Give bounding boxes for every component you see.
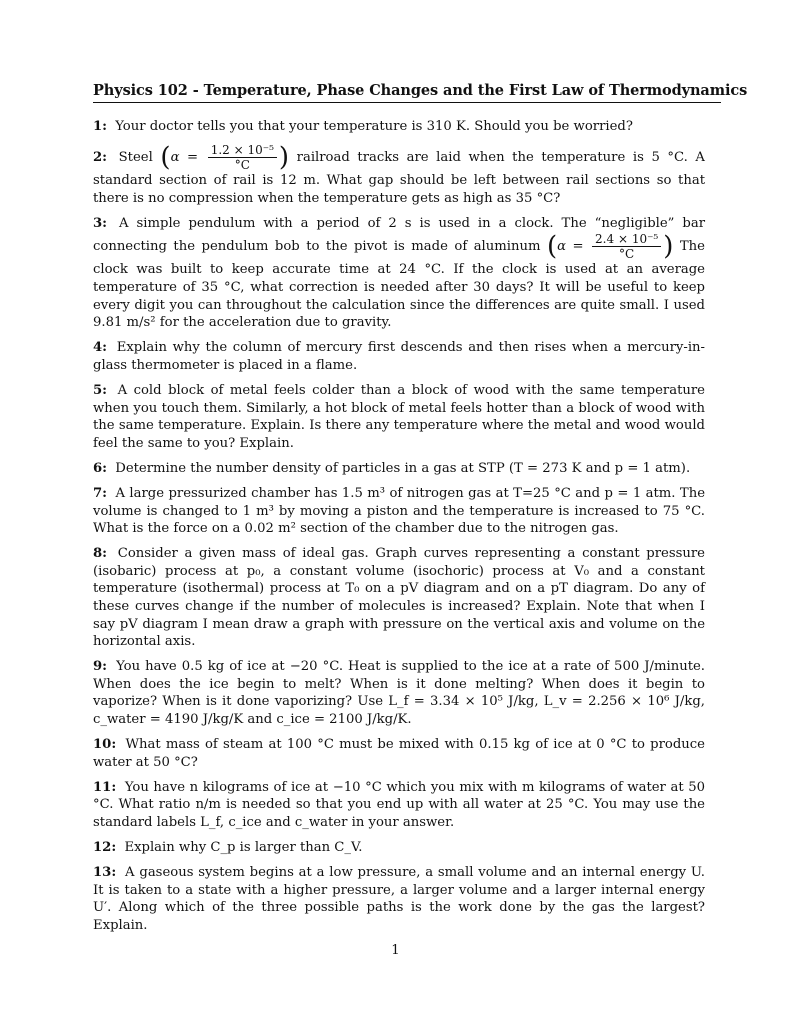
problem-3 — [93, 215, 705, 332]
problem-text: A gaseous system begins at a low pressure, a small volume and an internal energy U. It is taken to a state with a higher pressure, a larger volume and a larger internal energy U′. Along which of the three possible paths is the work done by the gas the largest? Explain. — [93, 865, 705, 933]
problem-number: 6: — [93, 460, 108, 476]
right-paren: ) — [278, 142, 290, 173]
expansion-coefficient-fraction — [592, 232, 661, 261]
problem-number: 13: — [93, 865, 117, 881]
problem-4 — [93, 339, 705, 374]
problem-number: 10: — [93, 737, 117, 753]
problem-12 — [93, 839, 705, 857]
problem-1 — [93, 118, 705, 136]
fraction-numerator: 2.4 × 10⁻⁵ — [592, 232, 661, 247]
problem-number: 8: — [93, 546, 108, 562]
problem-10 — [93, 736, 705, 771]
problem-text: You have n kilograms of ice at −10 °C which you mix with m kilograms of water at 50 °C. What ratio n/m is needed so that you end up with all water at 25 °C. You may use the standard labels L_f, c_ice and c_water in your answer. — [93, 779, 705, 830]
problem-number: 5: — [93, 382, 108, 398]
problem-8 — [93, 545, 705, 651]
left-paren: ( — [160, 142, 171, 173]
problem-number: 11: — [93, 779, 117, 795]
alpha-symbol: α = — [170, 150, 199, 166]
right-paren: ) — [663, 231, 674, 262]
problem-text: A cold block of metal feels colder than a block of wood with the same temperature when you touch them. Similarly, a hot block of metal feels hotter than a block of wood with the same temperature. Explain. Is there any temperature where the metal and wood would feel the same to you? Explain. — [93, 382, 705, 451]
problem-pre-text: Steel — [118, 150, 153, 166]
problem-text: Consider a given mass of ideal gas. Graph curves representing a constant pressure (isobaric) process at p₀, a constant volume (isochoric) process at V₀ and a constant temperature (isothermal) process at T₀ on a pV diagram and on a pT diagram. Do any of these curves change if the number of molecules is increased? Explain. Note that when I say pV diagram I mean draw a graph with pressure on the vertical axis and volume on the horizontal axis. — [93, 546, 705, 650]
left-paren: ( — [546, 231, 558, 262]
problem-9 — [93, 658, 705, 728]
fraction-numerator: 1.2 × 10⁻⁵ — [208, 143, 277, 158]
problem-text: Explain why the column of mercury first descends and then rises when a mercury-in-glass thermometer is placed in a flame. — [93, 340, 705, 373]
problem-number: 12: — [93, 840, 117, 856]
problem-number: 4: — [93, 340, 108, 356]
problem-number: 7: — [93, 485, 108, 501]
problem-5 — [93, 382, 705, 452]
fraction-denominator: °C — [619, 247, 635, 262]
problem-text: The clock was built to keep accurate time at 24 °C. If the clock is used at an average temperature of 35 °C, what correction is needed after 30 days? It will be useful to keep every digit you can throughout the calculation since the differences are quite small. I used 9.81 m/s² for the acceleration due to gravity. — [93, 239, 705, 331]
problem-text: railroad tracks are laid when the temperature is 5 °C. A standard section of rail is 12 m. What gap should be left between rail sections so that there is no compression when the temperature gets as high as 35 °C? — [93, 150, 705, 206]
problem-number: 2: — [93, 150, 108, 166]
problem-list — [93, 118, 705, 942]
fraction-denominator: °C — [234, 158, 250, 173]
page-title: Physics 102 - Temperature, Phase Changes and the First Law of Thermodynamics — [93, 82, 748, 99]
problem-6 — [93, 460, 705, 478]
problem-text: A large pressurized chamber has 1.5 m³ of nitrogen gas at T=25 °C and p = 1 atm. The volume is changed to 1 m³ by moving a piston and the temperature is increased to 75 °C. What is the force on a 0.02 m² section of the chamber due to the nitrogen gas. — [93, 485, 705, 537]
problem-text: Determine the number density of particles in a gas at STP (T = 273 K and p = 1 atm). — [115, 460, 691, 476]
problem-2 — [93, 143, 705, 207]
problem-text: Your doctor tells you that your temperature is 310 K. Should you be worried? — [115, 119, 633, 134]
expansion-coefficient-fraction — [208, 143, 277, 172]
title-underline — [93, 102, 721, 103]
problem-7 — [93, 485, 705, 538]
problem-13 — [93, 864, 705, 934]
alpha-symbol: α = — [557, 239, 584, 255]
problem-pre-text: A simple pendulum with a period of 2 s is used in a clock. The “negligible” bar connecting the pendulum bob to the pivot is made of aluminum — [93, 215, 705, 255]
problem-text: What mass of steam at 100 °C must be mixed with 0.15 kg of ice at 0 °C to produce water at 50 °C? — [93, 737, 705, 770]
page-number: 1 — [391, 943, 400, 958]
problem-text: Explain why C_p is larger than C_V. — [124, 840, 363, 856]
problem-number: 9: — [93, 659, 108, 675]
problem-number: 3: — [93, 215, 108, 231]
problem-number: 1: — [93, 119, 108, 134]
problem-text: You have 0.5 kg of ice at −20 °C. Heat is supplied to the ice at a rate of 500 J/minute. When does the ice begin to melt? When is it done melting? When does it begin to vaporize? When is it done vaporizing? Use L_f = 3.34 × 10⁵ J/kg, L_v = 2.256 × 10⁶ J/kg, c_water = 4190 J/kg/K and c_ice = 2100 J/kg/K. — [93, 659, 705, 728]
problem-11 — [93, 779, 705, 832]
